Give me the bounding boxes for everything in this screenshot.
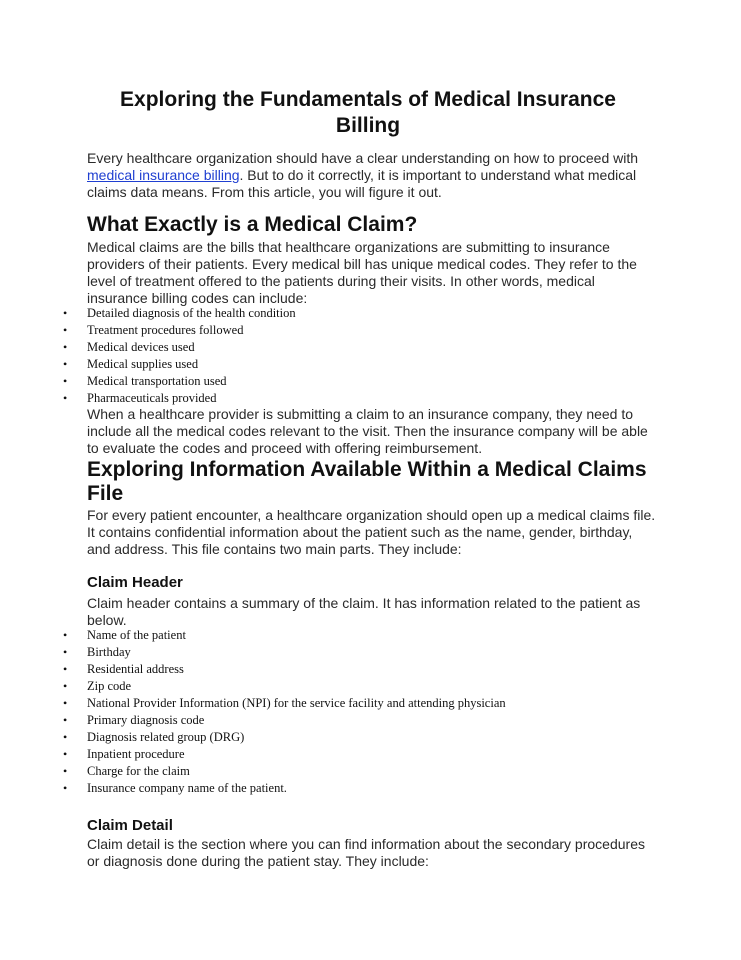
bullet-icon: • <box>63 781 68 795</box>
bullet-icon: • <box>63 306 68 320</box>
list-item <box>0 780 506 797</box>
list-item-text: Detailed diagnosis of the health condition <box>87 306 296 320</box>
list-item <box>0 356 296 373</box>
intro-paragraph <box>87 150 657 201</box>
bullet-icon: • <box>63 730 68 744</box>
list-item <box>0 339 296 356</box>
list-item-text: Primary diagnosis code <box>87 713 205 727</box>
list-item <box>0 627 506 644</box>
bullet-icon: • <box>63 628 68 642</box>
list-item <box>0 644 506 661</box>
list-item-text: Insurance company name of the patient. <box>87 781 287 795</box>
list-item <box>0 746 506 763</box>
page-title: Exploring the Fundamentals of Medical Insurance Billing <box>120 88 616 137</box>
bullet-icon: • <box>63 374 68 388</box>
list-item-text: Medical transportation used <box>87 374 227 388</box>
list-item <box>0 678 506 695</box>
bullet-icon: • <box>63 679 68 693</box>
list-item <box>0 373 296 390</box>
list-item-text: Medical devices used <box>87 340 195 354</box>
bullet-icon: • <box>63 662 68 676</box>
claim-detail-heading: Claim Detail <box>87 817 173 834</box>
section-heading-medical-claim: What Exactly is a Medical Claim? <box>87 213 418 236</box>
list-item <box>0 695 506 712</box>
bullet-icon: • <box>63 391 68 405</box>
bullet-icon: • <box>63 747 68 761</box>
list-item-text: Inpatient procedure <box>87 747 185 761</box>
list-item-text: Birthday <box>87 645 131 659</box>
intro-text-before: Every healthcare organization should have a clear understanding on how to proceed with <box>87 150 639 166</box>
list-item-text: Treatment procedures followed <box>87 323 244 337</box>
list-item <box>0 712 506 729</box>
bullet-icon: • <box>63 696 68 710</box>
list-item <box>0 390 296 407</box>
claim-header-list <box>0 627 506 797</box>
list-item-text: Diagnosis related group (DRG) <box>87 730 245 744</box>
medical-claim-paragraph: Medical claims are the bills that healthcare organizations are submitting to insurance providers of their patients. Every medical bill has unique medical codes. They refer to the level of treatment offered to the patients during their visits. In other words, medical insurance billing codes can include: <box>87 239 637 306</box>
intro-text-after: . But to do it correctly, it is important to understand what medical claims data means. From this article, you will figure it out. <box>87 167 637 200</box>
list-item-text: Charge for the claim <box>87 764 190 778</box>
bullet-icon: • <box>63 323 68 337</box>
claim-submission-paragraph: When a healthcare provider is submitting a claim to an insurance company, they need to include all the medical codes relevant to the visit. Then the insurance company will be able to evaluate the codes and proceed with offering reimbursement. <box>87 406 648 456</box>
list-item <box>0 305 296 322</box>
list-item <box>0 322 296 339</box>
bullet-icon: • <box>63 357 68 371</box>
medical-codes-list <box>0 305 296 407</box>
claim-detail-paragraph: Claim detail is the section where you can find information about the secondary procedures or diagnosis done during the patient stay. They include: <box>87 836 645 869</box>
claim-header-heading: Claim Header <box>87 574 183 591</box>
list-item-text: National Provider Information (NPI) for the service facility and attending physician <box>87 696 506 710</box>
list-item-text: Zip code <box>87 679 132 693</box>
list-item <box>0 729 506 746</box>
claim-header-paragraph: Claim header contains a summary of the claim. It has information related to the patient as below. <box>87 595 641 628</box>
list-item <box>0 661 506 678</box>
bullet-icon: • <box>63 645 68 659</box>
list-item-text: Name of the patient <box>87 628 186 642</box>
section-heading-claims-file: Exploring Information Available Within a Medical Claims File <box>87 458 647 505</box>
bullet-icon: • <box>63 340 68 354</box>
bullet-icon: • <box>63 713 68 727</box>
list-item-text: Medical supplies used <box>87 357 199 371</box>
list-item-text: Pharmaceuticals provided <box>87 391 217 405</box>
bullet-icon: • <box>63 764 68 778</box>
list-item <box>0 763 506 780</box>
list-item-text: Residential address <box>87 662 184 676</box>
medical-insurance-billing-link[interactable]: medical insurance billing <box>87 167 240 183</box>
claims-file-paragraph: For every patient encounter, a healthcare organization should open up a medical claims file. It contains confidential information about the patient such as the name, gender, birthday, and address. This file contains two main parts. They include: <box>87 507 656 557</box>
